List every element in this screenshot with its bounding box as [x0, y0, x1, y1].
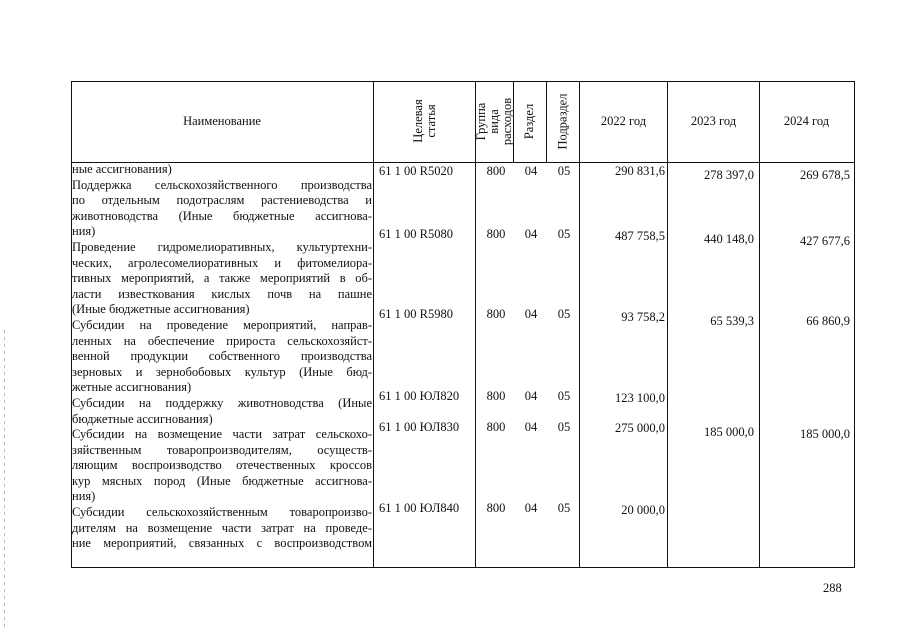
row-code: 61 1 00 ЮЛ840 [379, 501, 460, 515]
row-value-2022: 20 000,0 [621, 503, 665, 517]
name-column [72, 162, 372, 552]
row-section: 04 [524, 227, 538, 241]
row-section: 04 [524, 307, 538, 321]
name-line: дителям на возмещение части затрат на проведе- [72, 520, 372, 535]
name-line: ные ассигнования) [72, 162, 172, 176]
scan-edge-mark [4, 330, 5, 630]
header-2023: 2023 год [690, 114, 737, 128]
row-subsection: 05 [557, 227, 571, 241]
name-line: ленных на обеспечение прироста сельскохозяйст- [72, 333, 372, 348]
name-line: ляющим воспроизводство отечественных кроссов [72, 458, 372, 473]
row-value-2022: 123 100,0 [615, 391, 665, 405]
budget-table [71, 81, 855, 568]
name-line: ческих, агролесомелиоративных и фитомелиора- [72, 255, 372, 270]
row-group: 800 [486, 389, 506, 403]
name-line: кур мясных пород (Иные бюджетные ассигнова- [72, 473, 372, 488]
name-line: Субсидии на проведение мероприятий, направ- [72, 317, 372, 332]
name-line: Субсидии на возмещение части затрат сельскохо- [72, 427, 372, 442]
row-value-2023: 440 148,0 [704, 232, 754, 246]
row-group: 800 [486, 307, 506, 321]
name-line: Проведение гидромелиоративных, культуртехни- [72, 239, 372, 254]
name-line: ласти известкования кислых почв на пашне [72, 286, 372, 301]
row-value-2022: 487 758,5 [615, 229, 665, 243]
name-line: ние мероприятий, связанных с воспроизводством [72, 536, 372, 551]
row-section: 04 [524, 389, 538, 403]
header-2022: 2022 год [600, 114, 647, 128]
row-value-2022: 290 831,6 [615, 164, 665, 178]
header-section: Раздел [522, 103, 537, 139]
header-name: Наименование [183, 114, 261, 128]
row-section: 04 [524, 164, 538, 178]
row-code: 61 1 00 ЮЛ820 [379, 389, 460, 403]
row-code: 61 1 00 R5020 [379, 164, 453, 178]
row-group: 800 [486, 227, 506, 241]
header-group: Группа вида расходов [474, 97, 515, 145]
name-line: Субсидии на поддержку животноводства (Иные [72, 395, 372, 410]
name-line: Поддержка сельскохозяйственного производства [72, 177, 372, 192]
name-line: животноводства (Иные бюджетные ассигнова- [72, 208, 372, 223]
row-section: 04 [524, 501, 538, 515]
header-target: Целевая статья [410, 99, 438, 143]
page-number: 288 [823, 581, 842, 595]
row-code: 61 1 00 R5980 [379, 307, 453, 321]
row-value-2024: 269 678,5 [800, 168, 850, 182]
name-line: бюджетные ассигнования) [72, 411, 213, 426]
header-2024: 2024 год [783, 114, 830, 128]
name-line: по отдельным подотраслям растениеводства и [72, 193, 372, 208]
row-subsection: 05 [557, 164, 571, 178]
header-subsection: Подраздел [555, 93, 570, 149]
row-subsection: 05 [557, 501, 571, 515]
row-section: 04 [524, 420, 538, 434]
row-value-2024: 185 000,0 [800, 427, 850, 441]
row-value-2022: 93 758,2 [621, 310, 665, 324]
row-value-2023: 65 539,3 [710, 314, 754, 328]
row-subsection: 05 [557, 389, 571, 403]
row-group: 800 [486, 164, 506, 178]
name-line: жетные ассигнования) [72, 380, 192, 395]
row-group: 800 [486, 420, 506, 434]
name-line: тивных мероприятий, а также мероприятий в об- [72, 271, 372, 286]
name-line: ния) [72, 224, 96, 239]
row-value-2023: 185 000,0 [704, 425, 754, 439]
row-value-2022: 275 000,0 [615, 421, 665, 435]
name-line: зяйственным товаропроизводителям, осуществ- [72, 442, 372, 457]
name-line: ния) [72, 489, 96, 504]
name-line: (Иные бюджетные ассигнования) [72, 302, 250, 317]
name-line: венной продукции собственного производства [72, 349, 372, 364]
name-line: Субсидии сельскохозяйственным товаропроизво- [72, 505, 372, 520]
row-code: 61 1 00 R5080 [379, 227, 453, 241]
name-line: зерновых и зернобобовых культур (Иные бюд- [72, 364, 372, 379]
row-group: 800 [486, 501, 506, 515]
row-subsection: 05 [557, 420, 571, 434]
row-code: 61 1 00 ЮЛ830 [379, 420, 460, 434]
row-subsection: 05 [557, 307, 571, 321]
row-value-2023: 278 397,0 [704, 168, 754, 182]
row-value-2024: 66 860,9 [806, 314, 850, 328]
row-value-2024: 427 677,6 [800, 234, 850, 248]
